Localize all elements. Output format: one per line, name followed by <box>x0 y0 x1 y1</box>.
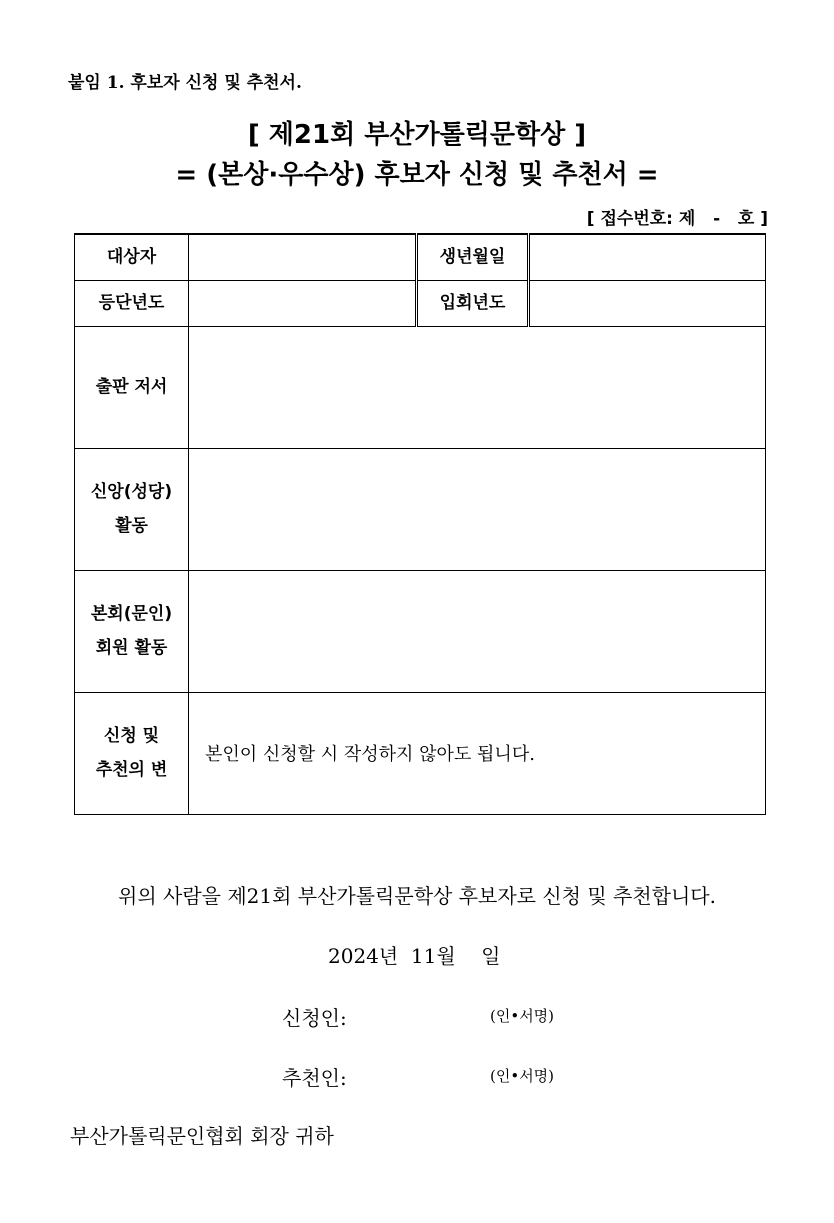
name-label: 대상자 <box>75 234 189 280</box>
application-form-table <box>74 233 766 815</box>
attachment-label: 붙임 1. 후보자 신청 및 추천서. <box>68 73 302 93</box>
recommendation-reason-label-line-2: 추천의 변 <box>95 760 168 780</box>
member-activity-label-line-2: 회원 활동 <box>95 638 168 658</box>
form-row-member <box>75 570 766 692</box>
recommendation-reason-note: 본인이 신청할 시 작성하지 않아도 됩니다. <box>205 744 535 765</box>
form-row-debut <box>75 280 766 326</box>
join-year-field[interactable] <box>529 280 766 326</box>
applicant-signature-note[interactable]: (인•서명) <box>490 1007 555 1025</box>
faith-activity-field[interactable] <box>189 448 766 570</box>
recommender-signature-note[interactable]: (인•서명) <box>490 1067 555 1085</box>
recipient-line: 부산가톨릭문인협회 회장 귀하 <box>70 1124 334 1148</box>
birth-label: 생년월일 <box>417 234 529 280</box>
faith-activity-label-line-2: 활동 <box>115 516 148 536</box>
form-row-faith <box>75 448 766 570</box>
recommender-label: 추천인: <box>282 1066 347 1090</box>
applicant-label: 신청인: <box>282 1006 347 1030</box>
member-activity-field[interactable] <box>189 570 766 692</box>
birth-field[interactable] <box>529 234 766 280</box>
receipt-number: [ 접수번호: 제 - 호 ] <box>586 209 768 229</box>
published-books-field[interactable] <box>189 326 766 448</box>
date-line: 2024년 11월 일 <box>328 944 501 968</box>
recommendation-reason-field[interactable] <box>189 692 766 814</box>
faith-activity-label-line-1: 신앙(성당) <box>90 482 173 502</box>
form-row-reason <box>75 692 766 814</box>
closing-statement: 위의 사람을 제21회 부산가톨릭문학상 후보자로 신청 및 추천합니다. <box>118 884 716 908</box>
recommendation-reason-label <box>75 692 189 814</box>
recommendation-reason-label-line-1: 신청 및 <box>103 726 160 746</box>
document-title-line-1: [ 제21회 부산가톨릭문학상 ] <box>247 120 587 150</box>
form-row-name <box>75 234 766 280</box>
debut-year-field[interactable] <box>189 280 417 326</box>
form-row-books <box>75 326 766 448</box>
join-year-label: 입회년도 <box>417 280 529 326</box>
name-field[interactable] <box>189 234 417 280</box>
document-title-line-2: = (본상·우수상) 후보자 신청 및 추천서 = <box>175 160 659 190</box>
debut-year-label: 등단년도 <box>75 280 189 326</box>
member-activity-label <box>75 570 189 692</box>
published-books-label: 출판 저서 <box>75 326 189 448</box>
faith-activity-label <box>75 448 189 570</box>
member-activity-label-line-1: 본회(문인) <box>90 604 173 624</box>
